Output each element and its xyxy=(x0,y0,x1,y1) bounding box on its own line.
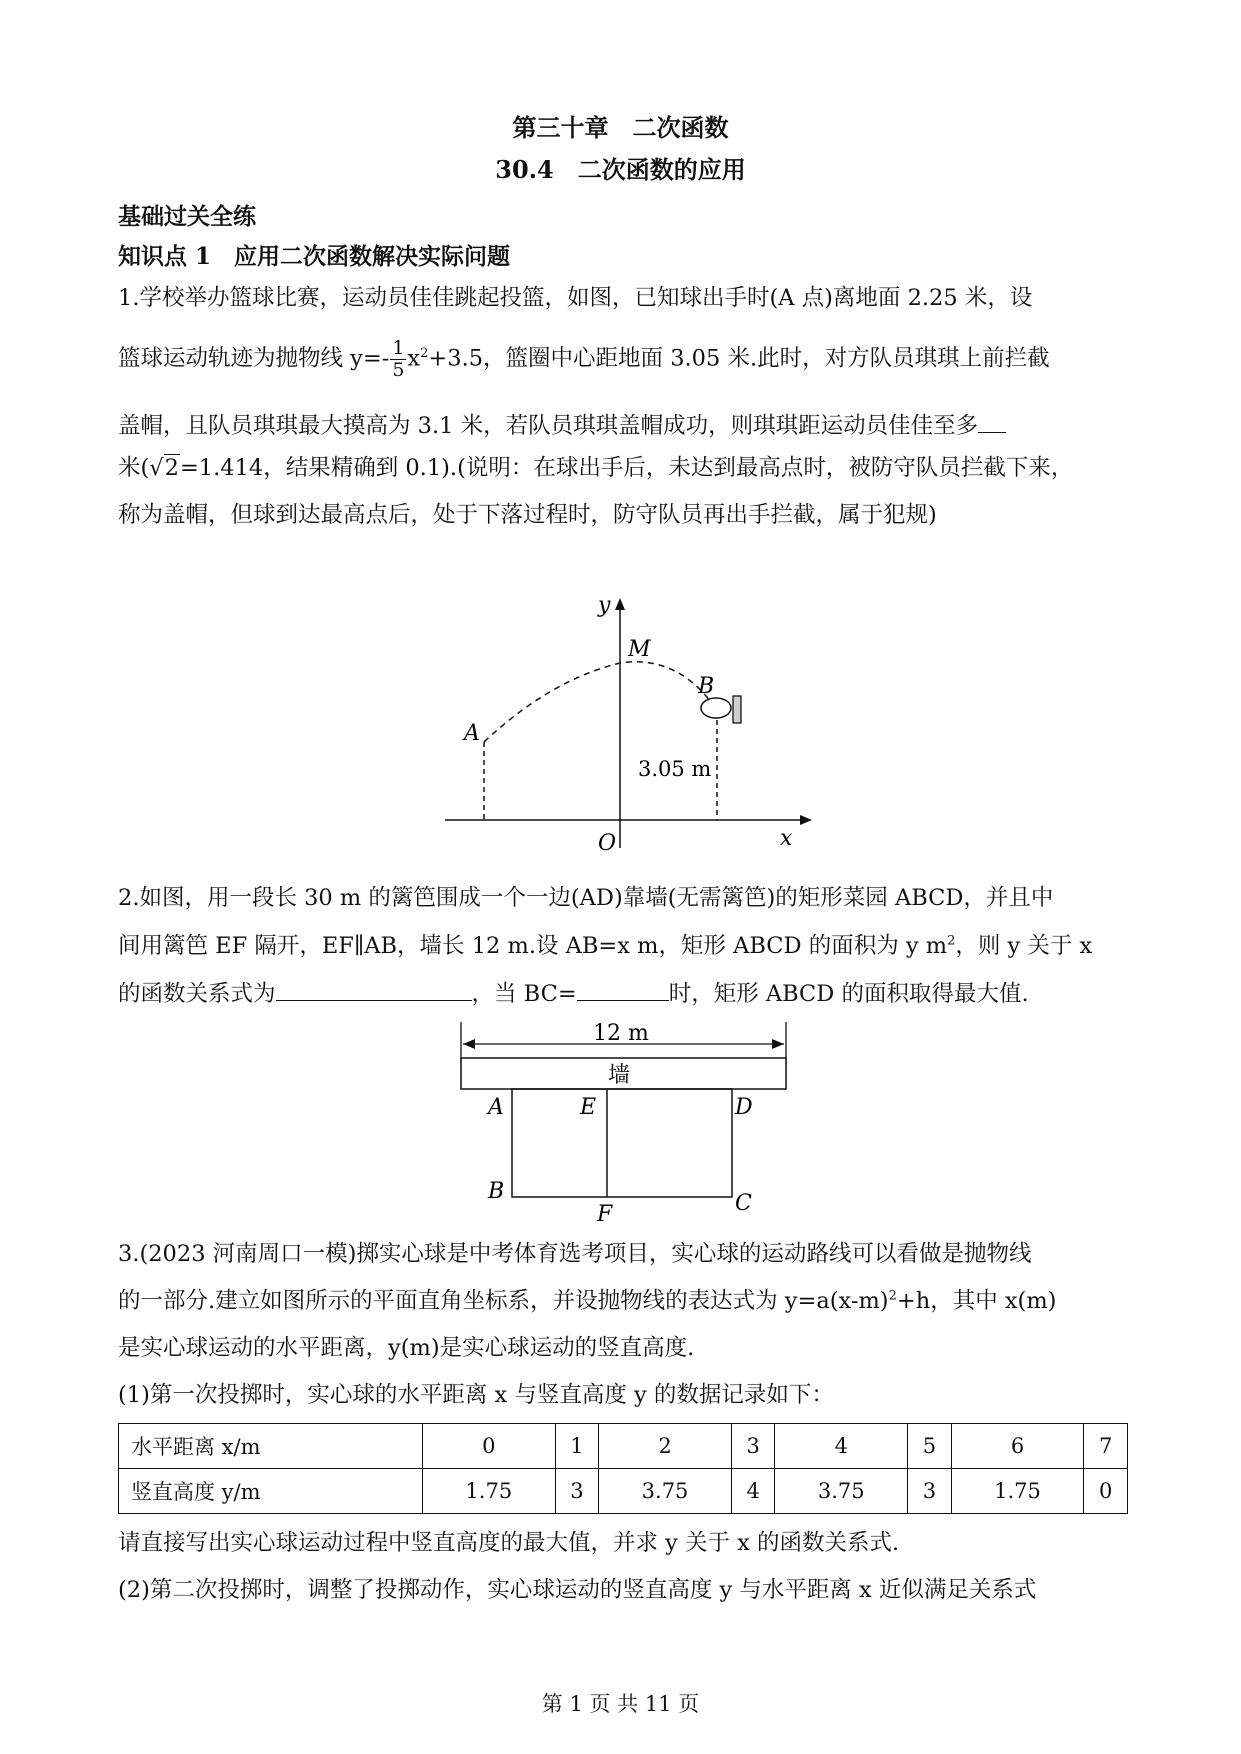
point-a-label: A xyxy=(488,1095,504,1120)
table-row-header: 竖直高度 y/m xyxy=(119,1469,423,1514)
data-table xyxy=(118,1423,1128,1514)
backboard xyxy=(733,696,741,723)
q3-line2-a: 的一部分.建立如图所示的平面直角坐标系，并设抛物线的表达式为 y=a(x-m) xyxy=(118,1288,889,1314)
q3-line4: (1)第一次投掷时，实心球的水平距离 x 与竖直高度 y 的数据记录如下： xyxy=(118,1382,834,1408)
table-row xyxy=(119,1424,1128,1469)
bc-answer-blank[interactable] xyxy=(577,978,669,1001)
q1-line4-a: 米( xyxy=(118,455,150,481)
point-b-label: B xyxy=(698,674,715,699)
table-cell: 3.75 xyxy=(599,1469,732,1514)
point-a-label: A xyxy=(464,721,480,746)
point-d-label: D xyxy=(735,1095,753,1120)
garden-figure xyxy=(455,1014,795,1224)
wall-length-label: 12 m xyxy=(593,1021,649,1046)
q1-line2-a: 篮球运动轨迹为抛物线 y=- xyxy=(118,345,390,372)
table-cell: 3 xyxy=(908,1469,952,1514)
table-row-header: 水平距离 x/m xyxy=(119,1424,423,1469)
table-cell: 0 xyxy=(423,1424,556,1469)
point-e-label: E xyxy=(580,1095,597,1120)
table-cell: 0 xyxy=(1084,1469,1128,1514)
height-label: 3.05 m xyxy=(638,757,712,781)
table-cell: 4 xyxy=(731,1469,775,1514)
table-cell: 3.75 xyxy=(775,1469,908,1514)
y-axis-label: y xyxy=(598,593,611,618)
answer-blank[interactable] xyxy=(978,410,1006,433)
origin-label: O xyxy=(598,831,617,856)
q1-exponent: 2 xyxy=(420,345,429,361)
page-footer: 第 1 页 共 11 页 xyxy=(541,1692,700,1716)
table-row xyxy=(119,1469,1128,1514)
q2-line3-b: ，当 BC= xyxy=(471,981,577,1007)
q2-line3-c: 时，矩形 ABCD 的面积取得最大值. xyxy=(668,981,1029,1007)
trajectory-curve xyxy=(484,662,718,742)
q2-exponent: 2 xyxy=(947,933,956,949)
q2-line3 xyxy=(118,976,1029,1008)
q1-line2 xyxy=(118,338,1050,381)
q2-line2-a: 间用篱笆 EF 隔开，EF∥AB，墙长 12 m.设 AB=x m，矩形 ABCD 的面积为 y m xyxy=(118,933,948,959)
fraction-denominator: 5 xyxy=(392,358,405,381)
q1-line2-c: +3.5，篮圈中心距地面 3.05 米.此时，对方队员琪琪上前拦截 xyxy=(428,345,1050,372)
fraction-numerator: 1 xyxy=(392,337,405,359)
table-cell: 7 xyxy=(1084,1424,1128,1469)
q1-line4-b: =1.414，结果精确到 0.1).(说明：在球出手后，未达到最高点时，被防守队员拦截下来， xyxy=(179,455,1074,481)
q1-line3 xyxy=(118,408,1006,440)
q2-line1: 2.如图，用一段长 30 m 的篱笆围成一个一边(AD)靠墙(无需篱笆)的矩形菜园 ABCD，并且中 xyxy=(118,885,1054,911)
q1-line4: 米(√2=1.414，结果精确到 0.1).(说明：在球出手后，未达到最高点时，被防守队员拦截下来， xyxy=(118,455,1074,481)
table-cell: 6 xyxy=(951,1424,1084,1469)
table-cell: 3 xyxy=(555,1469,599,1514)
y-axis-arrow xyxy=(615,598,625,610)
fraction xyxy=(390,338,406,381)
dimension-arrow-left xyxy=(463,1039,475,1049)
hoop-ellipse xyxy=(701,698,731,718)
point-m-label: M xyxy=(628,637,651,662)
q3-line1: 3.(2023 河南周口一模)掷实心球是中考体育选考项目，实心球的运动路线可以看做是抛物线 xyxy=(118,1241,1032,1267)
point-b-label: B xyxy=(488,1179,505,1204)
q3-line6: (2)第二次投掷时，调整了投掷动作，实心球运动的竖直高度 y 与水平距离 x 近似满足关系式 xyxy=(118,1577,1037,1603)
q2-line2-b: ，则 y 关于 x xyxy=(955,933,1093,959)
q3-exponent: 2 xyxy=(888,1288,897,1304)
knowledge-point-heading: 知识点 1 应用二次函数解决实际问题 xyxy=(118,243,511,270)
q1-line1: 1.学校举办篮球比赛，运动员佳佳跳起投篮，如图，已知球出手时(A 点)离地面 2.25 米，设 xyxy=(118,285,1033,311)
q1-line3-text: 盖帽，且队员琪琪最大摸高为 3.1 米，若队员琪琪盖帽成功，则琪琪距运动员佳佳至多 xyxy=(118,413,979,439)
basketball-trajectory-figure xyxy=(440,590,820,860)
point-c-label: C xyxy=(735,1191,752,1216)
table-cell: 2 xyxy=(599,1424,732,1469)
q3-line2-b: +h，其中 x(m) xyxy=(896,1288,1057,1314)
q2-line3-a: 的函数关系式为 xyxy=(118,981,276,1007)
q3-line2 xyxy=(118,1283,1056,1315)
table-cell: 5 xyxy=(908,1424,952,1469)
q3-line3: 是实心球运动的水平距离，y(m)是实心球运动的竖直高度. xyxy=(118,1335,695,1361)
x-axis-label: x xyxy=(780,826,793,851)
table-cell: 1 xyxy=(555,1424,599,1469)
section-title: 30.4 二次函数的应用 xyxy=(495,155,746,184)
sqrt-argument: 2 xyxy=(164,455,179,481)
chapter-title: 第三十章 二次函数 xyxy=(512,113,729,142)
table-cell: 4 xyxy=(775,1424,908,1469)
point-f-label: F xyxy=(597,1202,613,1224)
garden-rectangle xyxy=(512,1089,732,1197)
table-cell: 3 xyxy=(731,1424,775,1469)
dimension-arrow-right xyxy=(772,1039,784,1049)
x-axis-arrow xyxy=(800,815,812,825)
practice-heading: 基础过关全练 xyxy=(118,203,256,230)
q1-line5: 称为盖帽，但球到达最高点后，处于下落过程时，防守队员再出手拦截，属于犯规) xyxy=(118,502,937,528)
table-cell: 1.75 xyxy=(423,1469,556,1514)
q2-line2 xyxy=(118,928,1092,960)
q3-line5: 请直接写出实心球运动过程中竖直高度的最大值，并求 y 关于 x 的函数关系式. xyxy=(118,1530,900,1556)
function-answer-blank[interactable] xyxy=(276,978,472,1001)
wall-label: 墙 xyxy=(608,1063,631,1088)
q1-line2-b: x xyxy=(407,345,421,372)
table-cell: 1.75 xyxy=(951,1469,1084,1514)
